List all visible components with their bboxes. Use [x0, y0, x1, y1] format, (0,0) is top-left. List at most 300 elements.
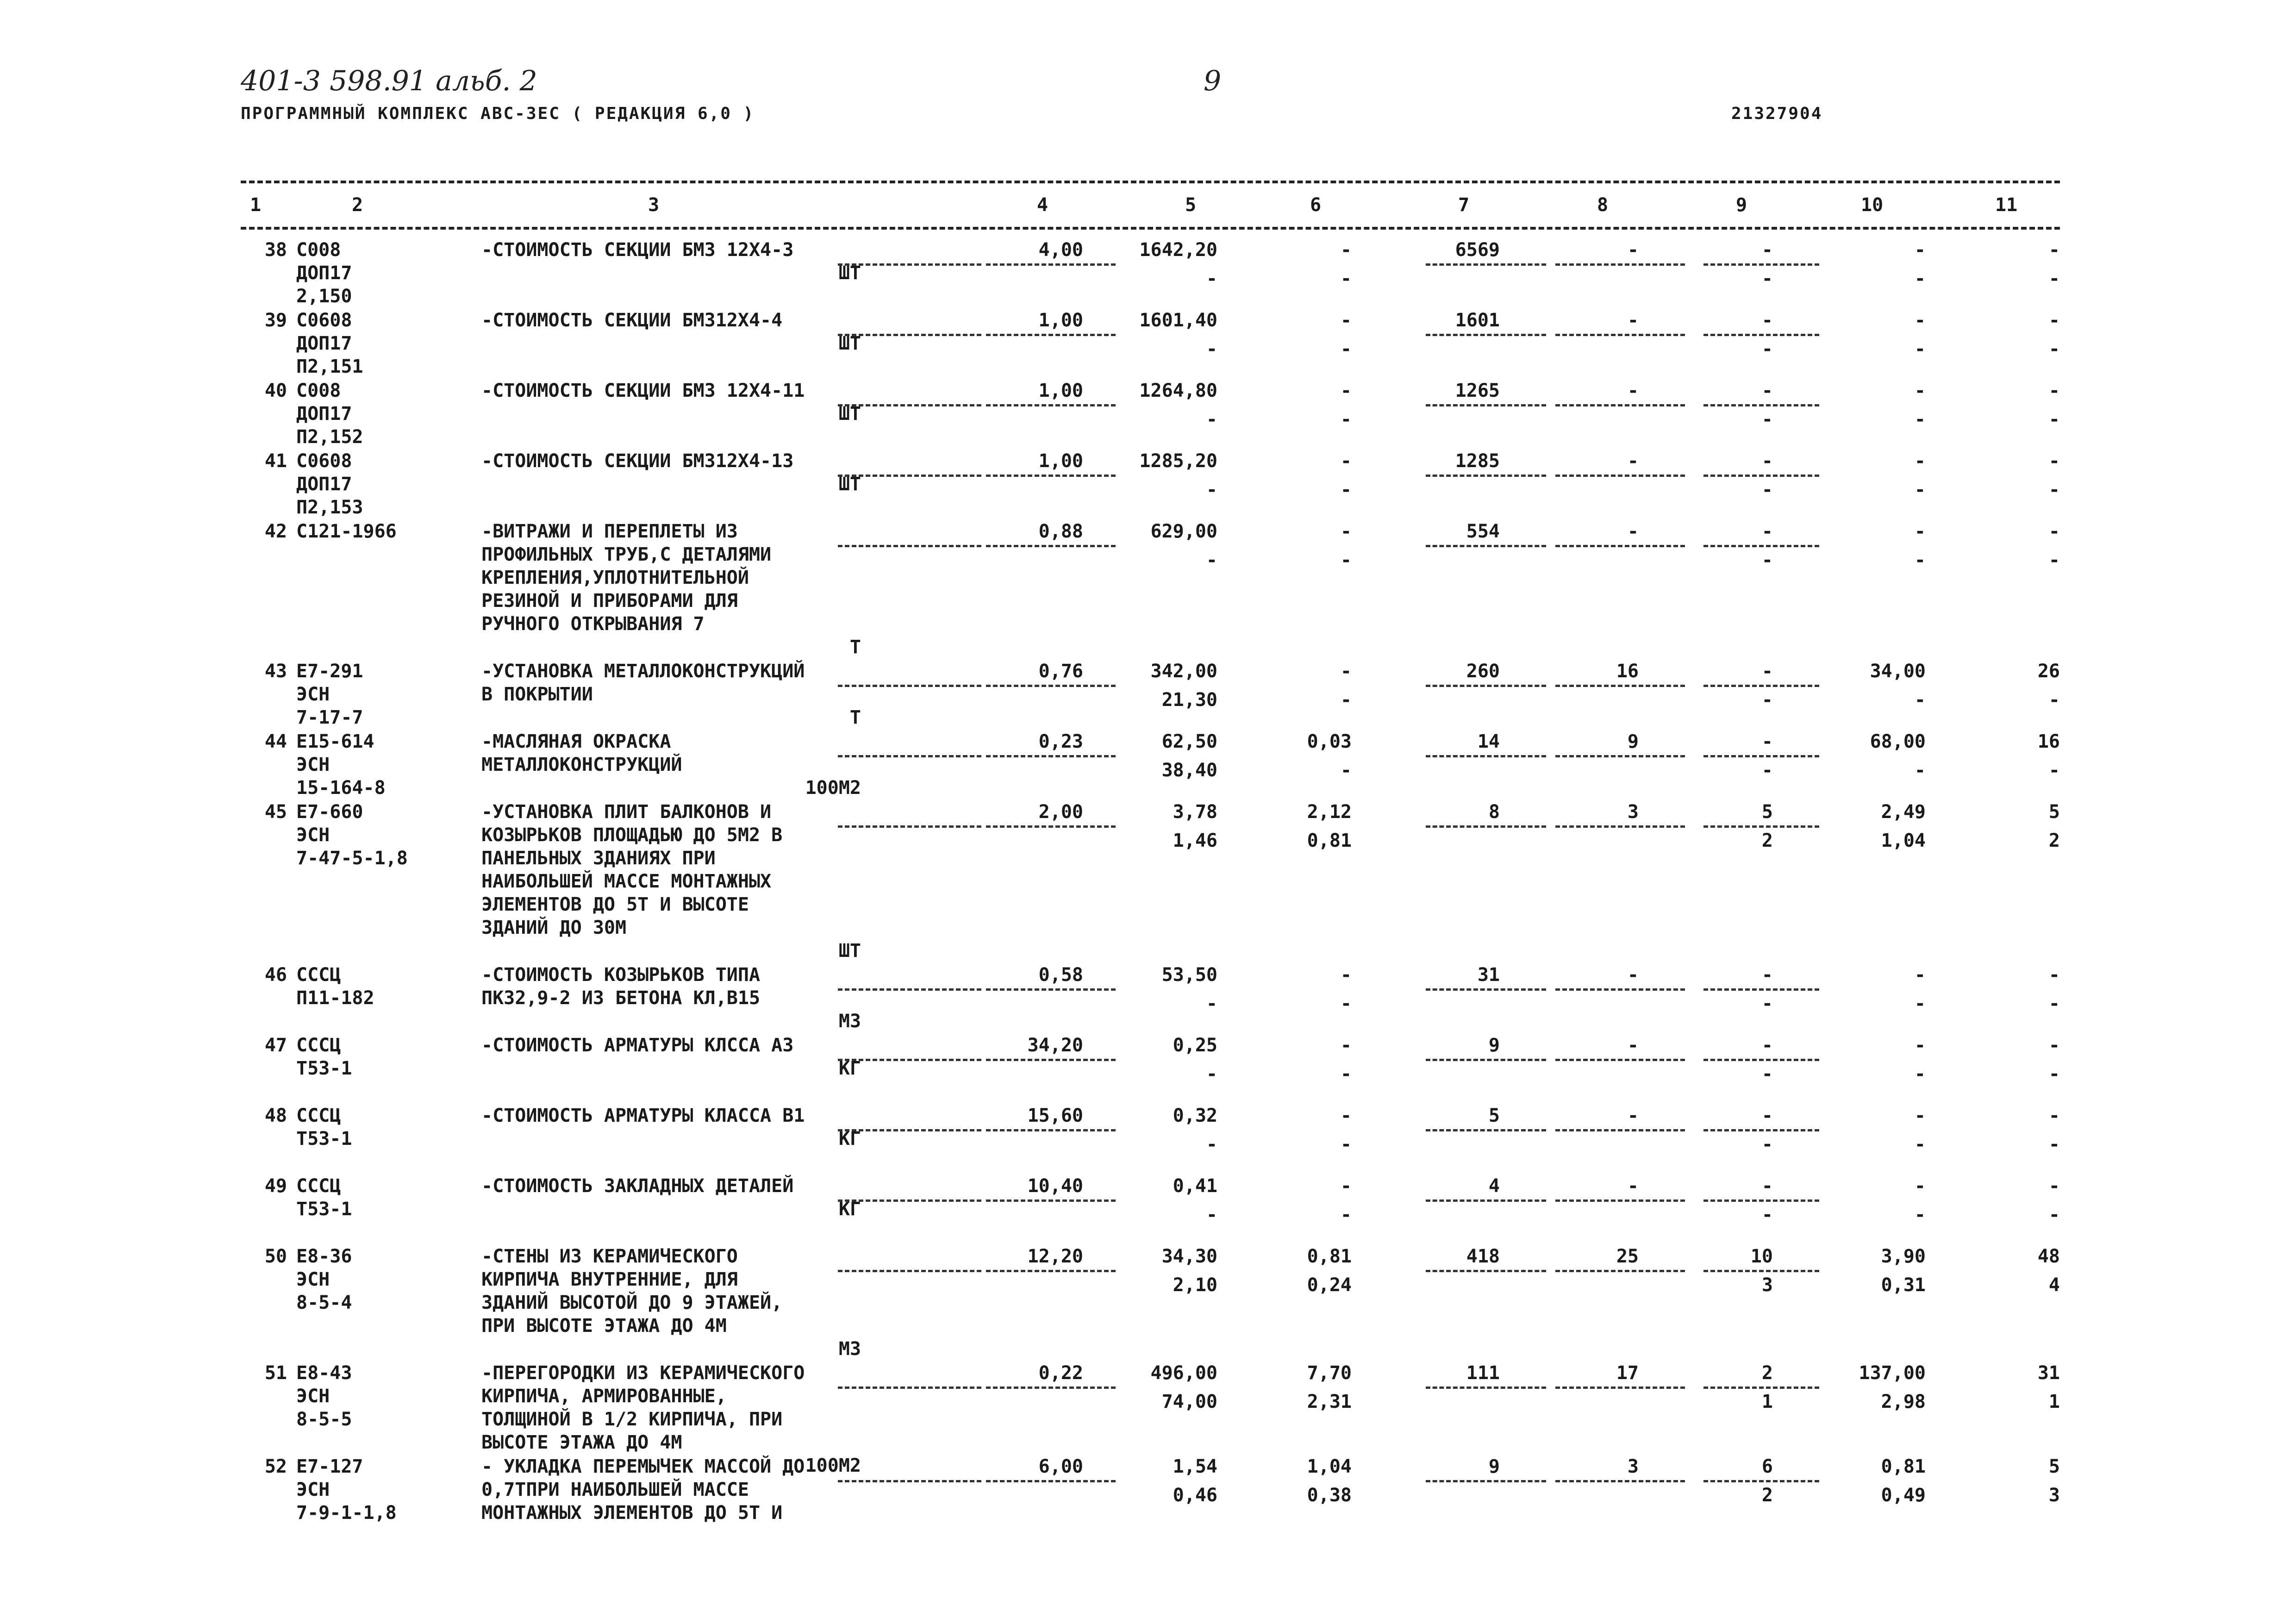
- cell-c5-underline: [838, 545, 981, 547]
- cell-c9-underline: [1426, 1480, 1546, 1482]
- cell-c5-underline: [838, 1270, 981, 1272]
- cell-c9-top: -: [1761, 1035, 1773, 1056]
- cell-c4: 12,20: [1027, 1246, 1083, 1267]
- code-line: С0608: [296, 450, 352, 472]
- cell-c6-underline: [986, 1270, 1116, 1272]
- cell-c6-top: 1,04: [1307, 1456, 1352, 1477]
- row-unit: ШТ: [838, 262, 861, 284]
- code-line: Е15-614: [296, 731, 374, 752]
- cell-c8: 16: [1616, 661, 1639, 682]
- cell-c9-top: -: [1761, 1175, 1773, 1197]
- row-code: [296, 238, 352, 308]
- cell-c6-bottom: 2,31: [1307, 1391, 1352, 1412]
- cell-c11-top: -: [2048, 1035, 2060, 1056]
- cell-c10-bottom: -: [1914, 760, 1926, 781]
- table-row: [241, 1245, 2060, 1362]
- description-line: ПАНЕЛЬНЫХ ЗДАНИЯХ ПРИ: [481, 848, 716, 869]
- cell-c9-top: -: [1761, 1105, 1773, 1126]
- code-line: Т53-1: [296, 1199, 352, 1220]
- cell-c7: 554: [1466, 521, 1500, 542]
- cell-c9-top: 6: [1761, 1456, 1773, 1477]
- cell-c10-bottom: -: [1914, 1063, 1926, 1085]
- cell-c10-top: 34,00: [1870, 661, 1926, 682]
- description-line: В ПОКРЫТИИ: [481, 684, 593, 705]
- row-unit: КГ: [838, 1128, 861, 1149]
- row-code: [296, 963, 374, 1010]
- row-unit: Т: [849, 637, 861, 658]
- cell-c6-top: -: [1340, 1105, 1352, 1126]
- cell-c11-top: -: [2048, 964, 2060, 986]
- cell-c6-top: 0,03: [1307, 731, 1352, 752]
- row-code: [296, 1245, 352, 1314]
- cell-c6-bottom: -: [1340, 338, 1352, 360]
- code-line: 7-47-5-1,8: [296, 848, 408, 869]
- cell-c11-underline: [1703, 825, 1819, 828]
- code-line: П2,151: [296, 356, 363, 377]
- code-line: ДОП17: [296, 403, 352, 425]
- cell-c5-underline: [838, 988, 981, 991]
- cell-c6-underline: [986, 263, 1116, 266]
- cell-c6-underline: [986, 1129, 1116, 1131]
- cell-c4: 10,40: [1027, 1175, 1083, 1197]
- row-number: 40: [264, 380, 287, 401]
- cell-c11-top: 16: [2037, 731, 2060, 752]
- cell-c10-bottom: -: [1914, 479, 1926, 500]
- description-line: -СТОИМОСТЬ АРМАТУРЫ КЛАССА В1: [481, 1105, 805, 1126]
- cell-c11-underline: [1703, 404, 1819, 406]
- cell-c10-underline: [1555, 988, 1685, 991]
- cell-c4: 34,20: [1027, 1035, 1083, 1056]
- column-header-9: 9: [1736, 194, 1747, 216]
- cell-c11-bottom: -: [2048, 689, 2060, 711]
- code-line: ДОП17: [296, 333, 352, 354]
- row-description: [481, 1245, 782, 1337]
- cell-c10-top: 137,00: [1859, 1362, 1926, 1384]
- cell-c5-underline: [838, 1387, 981, 1389]
- description-line: -СТОИМОСТЬ СЕКЦИИ БМЗ 12Х4-3: [481, 239, 794, 261]
- cell-c11-bottom: 3: [2048, 1485, 2060, 1506]
- cell-c7: 1601: [1455, 310, 1500, 331]
- cell-c5-top: 1601,40: [1139, 310, 1217, 331]
- cell-c11-top: 48: [2037, 1246, 2060, 1267]
- cell-c9-top: -: [1761, 380, 1773, 401]
- row-description: [481, 450, 793, 473]
- cell-c11-top: -: [2048, 310, 2060, 331]
- cell-c5-bottom: 0,46: [1173, 1485, 1217, 1506]
- cell-c9-top: -: [1761, 964, 1773, 986]
- cell-c7: 6569: [1455, 239, 1500, 261]
- cell-c9-underline: [1426, 1199, 1546, 1202]
- table-row: [241, 450, 2060, 520]
- row-unit: ШТ: [838, 333, 861, 354]
- cell-c9-underline: [1426, 755, 1546, 757]
- row-description: [481, 963, 760, 1010]
- code-line: 15-164-8: [296, 777, 386, 799]
- row-number: 39: [264, 310, 287, 331]
- cell-c10-top: -: [1914, 310, 1926, 331]
- cell-c10-top: -: [1914, 1035, 1926, 1056]
- description-line: КОЗЫРЬКОВ ПЛОЩАДЬЮ ДО 5М2 В: [481, 824, 783, 846]
- row-description: [481, 520, 771, 636]
- row-number: 47: [264, 1035, 287, 1056]
- cell-c5-bottom: -: [1206, 993, 1217, 1014]
- table-row: [241, 520, 2060, 660]
- cell-c8: -: [1627, 1035, 1639, 1056]
- code-line: СССЦ: [296, 1175, 341, 1197]
- cell-c5-underline: [838, 404, 981, 406]
- cell-c8: -: [1627, 964, 1639, 986]
- table-row: [241, 660, 2060, 730]
- cell-c9-underline: [1426, 1387, 1546, 1389]
- cell-c9-underline: [1426, 404, 1546, 406]
- cell-c4: 0,58: [1038, 964, 1083, 986]
- cell-c5-underline: [838, 825, 981, 828]
- cell-c7: 260: [1466, 661, 1500, 682]
- description-line: ПРИ ВЫСОТЕ ЭТАЖА ДО 4М: [481, 1315, 727, 1337]
- cell-c5-bottom: 38,40: [1161, 760, 1217, 781]
- cell-c6-top: -: [1340, 310, 1352, 331]
- cell-c6-underline: [986, 404, 1116, 406]
- cell-c6-top: -: [1340, 239, 1352, 261]
- cell-c6-bottom: -: [1340, 409, 1352, 430]
- row-unit: КГ: [838, 1058, 861, 1079]
- cell-c8: -: [1627, 380, 1639, 401]
- cell-c11-bottom: 1: [2048, 1391, 2060, 1412]
- row-unit: М3: [838, 1338, 861, 1360]
- cell-c5-top: 1264,80: [1139, 380, 1217, 401]
- cell-c9-underline: [1426, 685, 1546, 687]
- row-number: 43: [264, 661, 287, 682]
- cell-c6-top: 7,70: [1307, 1362, 1352, 1384]
- document-number: 21327904: [1731, 104, 1823, 123]
- description-line: НАИБОЛЬШЕЙ МАССЕ МОНТАЖНЫХ: [481, 871, 772, 892]
- cell-c6-underline: [986, 1480, 1116, 1482]
- column-header-7: 7: [1458, 194, 1470, 216]
- cell-c6-underline: [986, 825, 1116, 828]
- cell-c7: 418: [1466, 1246, 1500, 1267]
- cell-c11-top: -: [2048, 239, 2060, 261]
- cell-c5-bottom: 74,00: [1161, 1391, 1217, 1412]
- cell-c10-bottom: -: [1914, 689, 1926, 711]
- cell-c6-bottom: 0,81: [1307, 830, 1352, 851]
- row-number: 52: [264, 1456, 287, 1477]
- cell-c4: 0,76: [1038, 661, 1083, 682]
- description-line: -СТОИМОСТЬ АРМАТУРЫ КЛССА АЗ: [481, 1035, 794, 1056]
- cell-c10-underline: [1555, 334, 1685, 336]
- cell-c6-underline: [986, 334, 1116, 336]
- cell-c10-top: 0,81: [1881, 1456, 1926, 1477]
- code-line: 7-17-7: [296, 707, 363, 728]
- cell-c9-top: -: [1761, 521, 1773, 542]
- cell-c8: -: [1627, 1105, 1639, 1126]
- row-description: [481, 309, 782, 332]
- description-line: МЕТАЛЛОКОНСТРУКЦИЙ: [481, 754, 682, 775]
- cell-c6-underline: [986, 545, 1116, 547]
- cell-c11-bottom: -: [2048, 1134, 2060, 1155]
- cell-c9-underline: [1426, 475, 1546, 477]
- cell-c9-bottom: 2: [1761, 830, 1773, 851]
- cell-c7: 9: [1488, 1456, 1500, 1477]
- cell-c11-underline: [1703, 755, 1819, 757]
- cell-c5-top: 53,50: [1161, 964, 1217, 986]
- cell-c6-top: 0,81: [1307, 1246, 1352, 1267]
- description-line: КИРПИЧА, АРМИРОВАННЫЕ,: [481, 1386, 727, 1407]
- cell-c8: -: [1627, 239, 1639, 261]
- description-line: ПРОФИЛЬНЫХ ТРУБ,С ДЕТАЛЯМИ: [481, 544, 772, 565]
- row-code: [296, 800, 408, 870]
- cell-c5-bottom: -: [1206, 479, 1217, 500]
- column-header-5: 5: [1185, 194, 1197, 216]
- table-row: [241, 800, 2060, 963]
- code-line: П2,152: [296, 426, 363, 448]
- cell-c10-top: 2,49: [1881, 801, 1926, 823]
- row-number: 41: [264, 450, 287, 472]
- code-line: Е8-43: [296, 1362, 352, 1384]
- row-unit: М3: [838, 1011, 861, 1032]
- description-line: РЕЗИНОЙ И ПРИБОРАМИ ДЛЯ: [481, 590, 738, 612]
- cell-c9-top: -: [1761, 661, 1773, 682]
- cell-c5-bottom: -: [1206, 338, 1217, 360]
- cell-c5-top: 1642,20: [1139, 239, 1217, 261]
- table-row: [241, 730, 2060, 800]
- cell-c5-top: 62,50: [1161, 731, 1217, 752]
- cell-c11-bottom: 2: [2048, 830, 2060, 851]
- code-line: П2,153: [296, 497, 363, 518]
- cell-c9-bottom: -: [1761, 760, 1773, 781]
- cell-c6-underline: [986, 475, 1116, 477]
- cell-c10-top: -: [1914, 450, 1926, 472]
- cell-c5-top: 1,54: [1173, 1456, 1217, 1477]
- row-description: [481, 1174, 793, 1198]
- cell-c6-underline: [986, 685, 1116, 687]
- code-line: ЭСН: [296, 1386, 330, 1407]
- cell-c8: -: [1627, 521, 1639, 542]
- cell-c11-underline: [1703, 988, 1819, 991]
- row-unit: КГ: [838, 1199, 861, 1220]
- cell-c5-bottom: 1,46: [1173, 830, 1217, 851]
- cell-c4: 6,00: [1038, 1456, 1083, 1477]
- row-code: [296, 1455, 397, 1524]
- cell-c8: 3: [1627, 801, 1639, 823]
- cell-c8: 3: [1627, 1456, 1639, 1477]
- column-header-3: 3: [648, 194, 660, 216]
- description-line: КИРПИЧА ВНУТРЕННИЕ, ДЛЯ: [481, 1269, 738, 1290]
- column-header-2: 2: [352, 194, 363, 216]
- code-line: ЭСН: [296, 684, 330, 705]
- row-number: 38: [264, 239, 287, 261]
- cell-c9-bottom: -: [1761, 409, 1773, 430]
- row-code: [296, 309, 363, 378]
- cell-c11-underline: [1703, 685, 1819, 687]
- row-unit: 100М2: [805, 1455, 861, 1476]
- cell-c11-underline: [1703, 1199, 1819, 1202]
- cell-c5-top: 3,78: [1173, 801, 1217, 823]
- cell-c10-top: -: [1914, 521, 1926, 542]
- cell-c6-bottom: -: [1340, 993, 1352, 1014]
- cell-c9-top: -: [1761, 239, 1773, 261]
- row-number: 48: [264, 1105, 287, 1126]
- cell-c10-bottom: 1,04: [1881, 830, 1926, 851]
- cell-c6-top: -: [1340, 380, 1352, 401]
- cell-c5-bottom: -: [1206, 550, 1217, 571]
- row-description: [481, 379, 805, 402]
- column-header-row: [241, 194, 2060, 222]
- cell-c6-bottom: -: [1340, 268, 1352, 289]
- row-number: 50: [264, 1246, 287, 1267]
- description-line: -СТОИМОСТЬ СЕКЦИИ БМЗ12Х4-4: [481, 310, 783, 331]
- cell-c11-top: -: [2048, 521, 2060, 542]
- cell-c11-underline: [1703, 263, 1819, 266]
- cell-c5-bottom: 21,30: [1161, 689, 1217, 711]
- cell-c5-top: 0,41: [1173, 1175, 1217, 1197]
- cell-c9-top: -: [1761, 450, 1773, 472]
- cell-c6-underline: [986, 988, 1116, 991]
- cell-c9-underline: [1426, 263, 1546, 266]
- cell-c11-bottom: -: [2048, 993, 2060, 1014]
- row-code: [296, 660, 363, 729]
- table-row: [241, 238, 2060, 309]
- cell-c5-top: 342,00: [1150, 661, 1217, 682]
- description-line: - УКЛАДКА ПЕРЕМЫЧЕК МАССОЙ ДО: [481, 1456, 805, 1477]
- description-line: ПК32,9-2 ИЗ БЕТОНА КЛ,В15: [481, 987, 761, 1009]
- code-line: ЭСН: [296, 824, 330, 846]
- row-code: [296, 1034, 352, 1080]
- row-number: 44: [264, 731, 287, 752]
- code-line: С008: [296, 239, 341, 261]
- description-line: -СТЕНЫ ИЗ КЕРАМИЧЕСКОГО: [481, 1246, 738, 1267]
- cell-c6-top: -: [1340, 1035, 1352, 1056]
- row-description: [481, 1104, 805, 1127]
- cell-c9-bottom: 1: [1761, 1391, 1773, 1412]
- row-code: [296, 730, 386, 800]
- cell-c5-underline: [838, 1199, 981, 1202]
- row-number: 51: [264, 1362, 287, 1384]
- cell-c11-top: -: [2048, 450, 2060, 472]
- cell-c6-underline: [986, 1199, 1116, 1202]
- cell-c6-bottom: -: [1340, 689, 1352, 711]
- cell-c9-underline: [1426, 1059, 1546, 1061]
- row-number: 46: [264, 964, 287, 986]
- cell-c7: 1265: [1455, 380, 1500, 401]
- row-code: [296, 1174, 352, 1221]
- description-line: -СТОИМОСТЬ ЗАКЛАДНЫХ ДЕТАЛЕЙ: [481, 1175, 794, 1197]
- cell-c9-bottom: -: [1761, 268, 1773, 289]
- description-line: -СТОИМОСТЬ КОЗЫРЬКОВ ТИПА: [481, 964, 761, 986]
- cell-c7: 4: [1488, 1175, 1500, 1197]
- description-line: ВЫСОТЕ ЭТАЖА ДО 4М: [481, 1432, 682, 1453]
- column-header-11: 11: [1995, 194, 2018, 216]
- cell-c6-bottom: -: [1340, 1063, 1352, 1085]
- column-header-4: 4: [1037, 194, 1048, 216]
- code-line: СССЦ: [296, 1105, 341, 1126]
- cell-c10-underline: [1555, 1387, 1685, 1389]
- cell-c6-bottom: 0,24: [1307, 1274, 1352, 1296]
- cell-c9-bottom: -: [1761, 1063, 1773, 1085]
- table-row: [241, 1455, 2060, 1525]
- cell-c11-underline: [1703, 475, 1819, 477]
- description-line: ТОЛЩИНОЙ В 1/2 КИРПИЧА, ПРИ: [481, 1409, 783, 1430]
- cell-c5-underline: [838, 1480, 981, 1482]
- row-code: [296, 450, 363, 519]
- description-line: -ВИТРАЖИ И ПЕРЕПЛЕТЫ ИЗ: [481, 521, 738, 542]
- cell-c10-underline: [1555, 1199, 1685, 1202]
- row-description: [481, 238, 793, 262]
- cell-c7: 5: [1488, 1105, 1500, 1126]
- code-line: Т53-1: [296, 1058, 352, 1079]
- cell-c8: -: [1627, 450, 1639, 472]
- table-row: [241, 963, 2060, 1034]
- cell-c7: 31: [1477, 964, 1500, 986]
- table-row: [241, 1174, 2060, 1245]
- column-header-6: 6: [1310, 194, 1322, 216]
- row-description: [481, 800, 782, 939]
- description-line: ЗДАНИЙ ВЫСОТОЙ ДО 9 ЭТАЖЕЙ,: [481, 1292, 783, 1313]
- cell-c6-top: -: [1340, 450, 1352, 472]
- table-row: [241, 1034, 2060, 1104]
- description-line: -МАСЛЯНАЯ ОКРАСКА: [481, 731, 671, 752]
- cell-c10-top: 3,90: [1881, 1246, 1926, 1267]
- code-line: СССЦ: [296, 1035, 341, 1056]
- code-line: ДОП17: [296, 474, 352, 495]
- column-header-1: 1: [250, 194, 262, 216]
- cell-c6-bottom: -: [1340, 550, 1352, 571]
- row-code: [296, 520, 397, 543]
- cell-c10-underline: [1555, 545, 1685, 547]
- page-number: 9: [1204, 65, 1222, 97]
- code-line: Е7-127: [296, 1456, 363, 1477]
- cell-c10-underline: [1555, 1270, 1685, 1272]
- cell-c10-bottom: 2,98: [1881, 1391, 1926, 1412]
- program-title: ПРОГРАММНЫЙ КОМПЛЕКС АВС-3ЕС ( РЕДАКЦИЯ 6,0 ): [241, 104, 755, 123]
- cell-c11-bottom: -: [2048, 338, 2060, 360]
- column-header-10: 10: [1861, 194, 1884, 216]
- row-code: [296, 1104, 352, 1150]
- cell-c11-top: 5: [2048, 1456, 2060, 1477]
- cell-c9-top: 10: [1750, 1246, 1773, 1267]
- cell-c9-underline: [1426, 1270, 1546, 1272]
- cell-c9-top: -: [1761, 731, 1773, 752]
- cell-c7: 14: [1477, 731, 1500, 752]
- cell-c10-underline: [1555, 404, 1685, 406]
- cell-c6-top: 2,12: [1307, 801, 1352, 823]
- cell-c10-underline: [1555, 263, 1685, 266]
- cell-c5-bottom: -: [1206, 1204, 1217, 1225]
- cell-c10-underline: [1555, 475, 1685, 477]
- cell-c11-underline: [1703, 545, 1819, 547]
- cell-c11-top: 26: [2037, 661, 2060, 682]
- cell-c7: 9: [1488, 1035, 1500, 1056]
- cell-c8: 25: [1616, 1246, 1639, 1267]
- cell-c9-bottom: 2: [1761, 1485, 1773, 1506]
- cell-c5-top: 34,30: [1161, 1246, 1217, 1267]
- cell-c11-top: -: [2048, 1105, 2060, 1126]
- cell-c4: 2,00: [1038, 801, 1083, 823]
- cell-c11-underline: [1703, 334, 1819, 336]
- cell-c10-underline: [1555, 825, 1685, 828]
- cell-c11-bottom: -: [2048, 1204, 2060, 1225]
- cell-c9-underline: [1426, 825, 1546, 828]
- cell-c10-underline: [1555, 685, 1685, 687]
- cell-c10-underline: [1555, 1059, 1685, 1061]
- cell-c4: 0,22: [1038, 1362, 1083, 1384]
- cell-c9-bottom: -: [1761, 1134, 1773, 1155]
- code-line: ЭСН: [296, 754, 330, 775]
- cell-c10-bottom: 0,49: [1881, 1485, 1926, 1506]
- cell-c5-top: 0,25: [1173, 1035, 1217, 1056]
- row-description: [481, 1362, 805, 1454]
- cell-c9-bottom: -: [1761, 479, 1773, 500]
- cell-c4: 0,88: [1038, 521, 1083, 542]
